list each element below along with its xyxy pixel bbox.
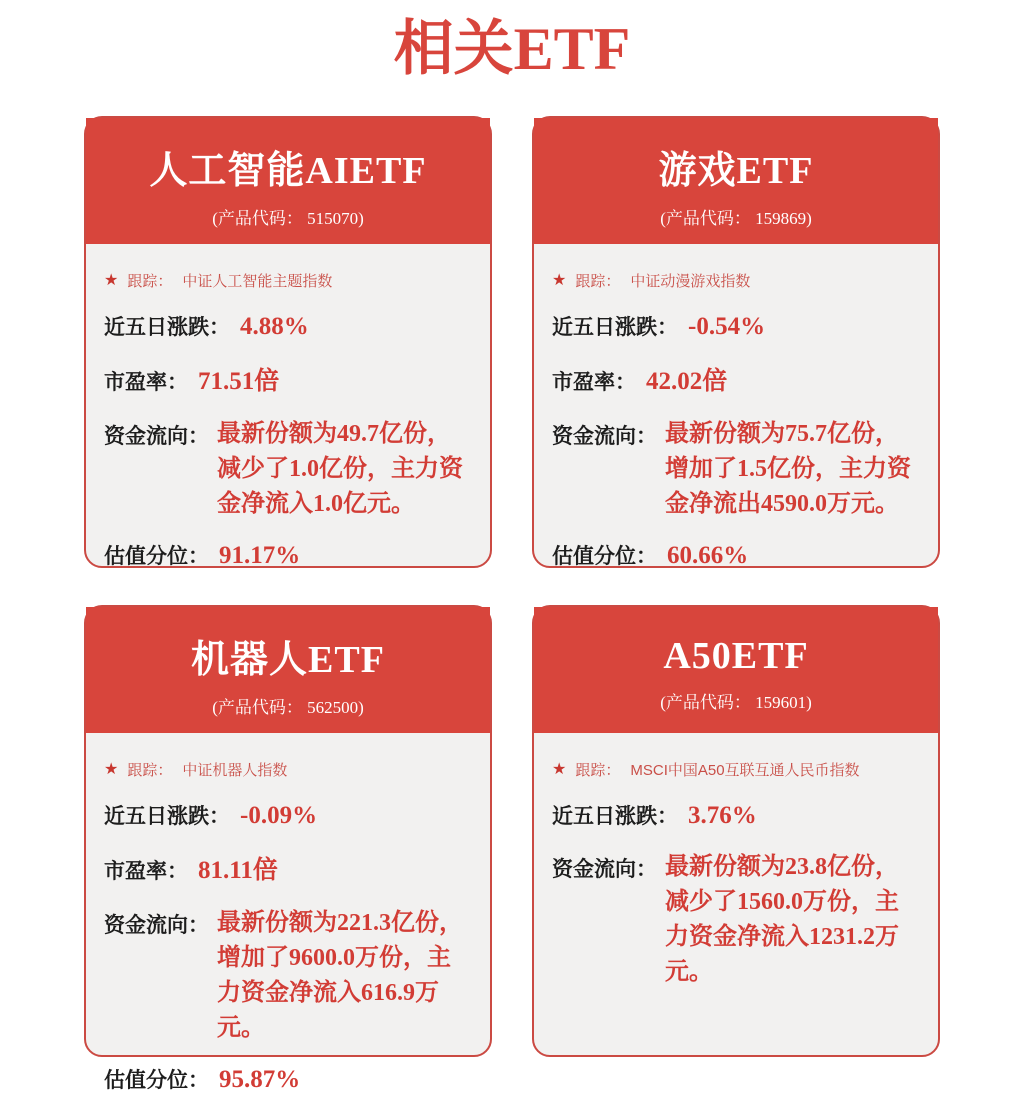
track-index: 中证人工智能主题指数	[182, 273, 333, 290]
etf-card-grid	[0, 116, 1024, 1093]
fund-flow-row	[104, 906, 472, 1046]
track-label: 跟踪：	[575, 273, 621, 290]
track-index: 中证动漫游戏指数	[630, 273, 751, 290]
star-icon: ★	[104, 760, 119, 778]
etf-card-game	[532, 116, 940, 568]
fund-flow-label: 资金流向：	[552, 425, 657, 448]
etf-title: 机器人ETF	[191, 639, 385, 681]
valuation-row	[104, 1064, 472, 1094]
track-index: MSCI中国A50互联互通人民币指数	[630, 762, 860, 779]
etf-card-aietf	[84, 116, 492, 568]
valuation-value: 91.17%	[219, 542, 301, 569]
fund-flow-row	[104, 417, 472, 522]
fund-flow-text: 最新份额为221.3亿份，增加了9600.0万份，主力资金净流入616.9万元。	[217, 910, 463, 1041]
card-header	[534, 607, 938, 733]
track-label: 跟踪：	[127, 762, 173, 779]
valuation-row	[552, 540, 920, 570]
track-label: 跟踪：	[127, 273, 173, 290]
card-body	[534, 733, 938, 990]
card-header	[86, 607, 490, 733]
fund-flow-text: 最新份额为23.8亿份，减少了1560.0万份，主力资金净流入1231.2万元。	[665, 854, 899, 985]
five-day-change-row	[552, 800, 920, 830]
etf-product-code: (产品代码： 562500)	[212, 698, 364, 717]
five-day-change-value: -0.09%	[240, 802, 318, 829]
five-day-change-value: 3.76%	[688, 802, 757, 829]
track-row	[104, 270, 472, 291]
etf-title: 游戏ETF	[658, 150, 814, 192]
five-day-change-row	[104, 311, 472, 341]
five-day-change-value: -0.54%	[688, 313, 766, 340]
track-row	[104, 759, 472, 780]
etf-product-code: (产品代码： 159869)	[660, 209, 812, 228]
star-icon: ★	[104, 271, 119, 289]
valuation-label: 估值分位：	[104, 1069, 209, 1092]
card-body	[86, 244, 490, 570]
pe-ratio-value: 42.02倍	[646, 368, 728, 395]
pe-ratio-row	[552, 361, 920, 397]
pe-ratio-value: 81.11倍	[198, 857, 278, 884]
card-body	[534, 244, 938, 570]
track-index: 中证机器人指数	[182, 762, 288, 779]
valuation-row	[104, 540, 472, 570]
fund-flow-text: 最新份额为75.7亿份，增加了1.5亿份，主力资金净流出4590.0万元。	[665, 421, 911, 517]
five-day-change-row	[552, 311, 920, 341]
valuation-value: 60.66%	[667, 542, 749, 569]
page-title: 相关ETF	[393, 16, 631, 82]
fund-flow-label: 资金流向：	[104, 425, 209, 448]
pe-ratio-value: 71.51倍	[198, 368, 280, 395]
etf-title: 人工智能AIETF	[149, 150, 427, 192]
fund-flow-text: 最新份额为49.7亿份，减少了1.0亿份，主力资金净流入1.0亿元。	[217, 421, 463, 517]
fund-flow-row	[552, 850, 920, 990]
pe-ratio-row	[104, 850, 472, 886]
five-day-change-label: 近五日涨跌：	[104, 805, 230, 828]
etf-card-a50	[532, 605, 940, 1057]
five-day-change-label: 近五日涨跌：	[104, 316, 230, 339]
etf-title: A50ETF	[663, 634, 809, 677]
pe-ratio-label: 市盈率：	[104, 371, 188, 394]
card-header	[534, 118, 938, 244]
pe-ratio-label: 市盈率：	[104, 860, 188, 883]
etf-product-code: (产品代码： 515070)	[212, 209, 364, 228]
pe-ratio-row	[104, 361, 472, 397]
track-label: 跟踪：	[575, 762, 621, 779]
etf-product-code: (产品代码： 159601)	[660, 692, 812, 712]
star-icon: ★	[552, 271, 567, 289]
pe-ratio-label: 市盈率：	[552, 371, 636, 394]
five-day-change-label: 近五日涨跌：	[552, 805, 678, 828]
valuation-value: 95.87%	[219, 1066, 301, 1093]
fund-flow-row	[552, 417, 920, 522]
card-body	[86, 733, 490, 1094]
fund-flow-label: 资金流向：	[552, 858, 657, 881]
star-icon: ★	[552, 760, 567, 778]
five-day-change-row	[104, 800, 472, 830]
valuation-label: 估值分位：	[104, 545, 209, 568]
five-day-change-value: 4.88%	[240, 313, 309, 340]
valuation-label: 估值分位：	[552, 545, 657, 568]
etf-card-robot	[84, 605, 492, 1093]
five-day-change-label: 近五日涨跌：	[552, 316, 678, 339]
fund-flow-label: 资金流向：	[104, 914, 209, 937]
card-header	[86, 118, 490, 244]
track-row	[552, 759, 920, 780]
track-row	[552, 270, 920, 291]
